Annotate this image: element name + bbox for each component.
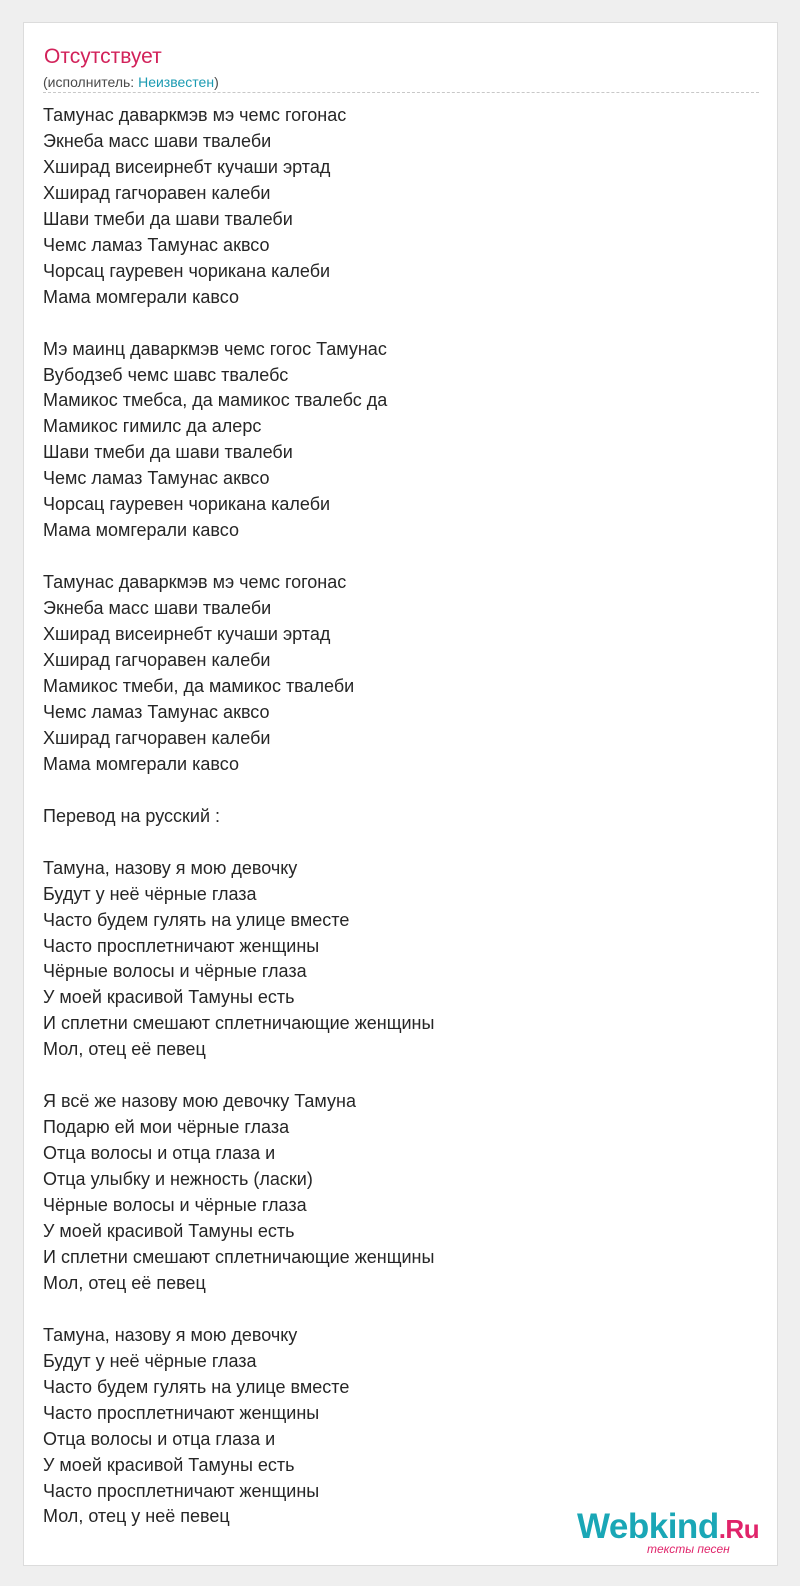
divider bbox=[43, 92, 759, 93]
watermark-brand-name: Webkind bbox=[577, 1507, 719, 1546]
watermark-tagline: тексты песен bbox=[647, 1542, 730, 1556]
lyrics-card bbox=[23, 22, 778, 1566]
artist-prefix: (исполнитель: bbox=[43, 74, 139, 90]
lyrics-text: Тамунас даваркмэв мэ чемс гогонас Экнеба масс шави твалеби Хширад висеирнебт кучаши эртад Хширад гагчоравен калеби Шави тмеби да шави твалеби Чемс ламаз Тамунас аквсо Чорсац гауревен чорикана калеби Мама момгерали кавсо Мэ маинц даваркмэв чемс гогос Тамунас Вубодзеб чемс шавс твалебс Мамикос тмебса, да мамикос твалебс да Мамикос гимилс да алерс Шави тмеби да шави твалеби Чемс ламаз Тамунас аквсо Чорсац гауревен чорикана калеби Мама момгерали кавсо Тамунас даваркмэв мэ чемс гогонас Экнеба масс шави твалеби Хширад висеирнебт кучаши эртад Хширад гагчоравен калеби Мамикос тмеби, да мамикос твалеби Чемс ламаз Тамунас аквсо Хширад гагчоравен калеби Мама момгерали кавсо Перевод на русский : Тамуна, назову я мою девочку Будут у неё чёрные глаза Часто будем гулять на улице вместе Часто просплетничают женщины Чёрные волосы и чёрные глаза У моей красивой Тамуны есть И сплетни смешают сплетничающие женщины Мол, отец её певец Я всё же назову мою девочку Тамуна Подарю ей мои чёрные глаза Отца волосы и отца глаза и Отца улыбку и нежность (ласки) Чёрные волосы и чёрные глаза У моей красивой Тамуны есть И сплетни смешают сплетничающие женщины Мол, отец её певец Тамуна, назову я мою девочку Будут у неё чёрные глаза Часто будем гулять на улице вместе Часто просплетничают женщины Отца волосы и отца глаза и У моей красивой Тамуны есть Часто просплетничают женщины Мол, отец у неё певец bbox=[43, 105, 435, 1527]
artist-link[interactable]: Неизвестен bbox=[138, 74, 215, 90]
song-title: Отсутствует bbox=[44, 45, 162, 68]
artist-suffix: ) bbox=[214, 74, 219, 90]
artist-line bbox=[43, 73, 219, 91]
watermark-logo bbox=[577, 1507, 777, 1559]
watermark-tld: .Ru bbox=[718, 1514, 760, 1544]
